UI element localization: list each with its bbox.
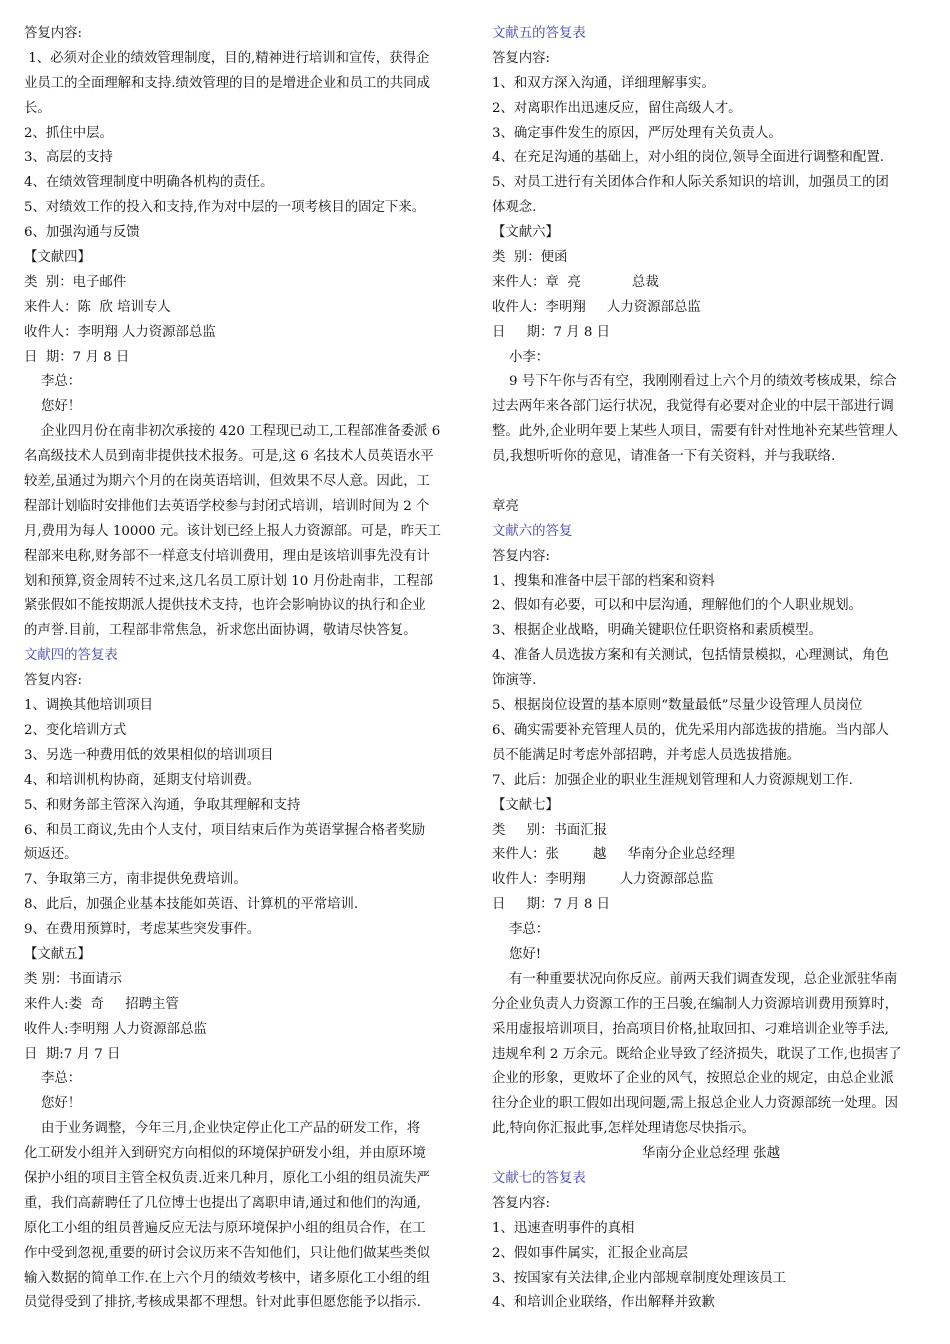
text-line: 李总： [41,374,82,390]
text-line: 4、在绩效管理制度中明确各机构的责任。 [24,175,274,191]
section-heading: 文献七的答复表 [492,1170,586,1186]
text-line: 来件人：张 越 华南分企业总经理 [492,847,735,863]
text-line: 类 别：书面请示 [24,971,122,987]
text-line: 程部来电称,财务部不一样意支付培训费用，理由是该培训事先没有计 [24,548,430,564]
text-line: 【文献五】 [24,946,91,962]
text-line: 收件人:李明翔 人力资源部总监 [24,1021,207,1037]
text-line: 章亮 [492,498,519,514]
text-line: 【文献四】 [24,250,91,266]
text-line: 饰演等. [492,673,537,689]
text-line: 2、对离职作出迅速反应，留住高级人才。 [492,100,742,116]
text-line: 【文献七】 [492,797,559,813]
text-line: 3、按国家有关法律,企业内部规章制度处理该员工 [492,1270,786,1286]
text-line: 华南分企业总经理 张越 [641,1146,781,1162]
text-line: 2、变化培训方式 [24,722,127,738]
right-column [492,22,930,1316]
text-line: 类 别：书面汇报 [492,822,608,838]
text-line: 您好！ [41,1096,82,1112]
text-line: 业员工的全面理解和支持.绩效管理的目的是增进企业和员工的共同成 [24,75,430,91]
text-line: 3、根据企业战略，明确关键职位任职资格和素质模型。 [492,623,822,639]
text-line: 烦返还。 [24,847,78,863]
text-line: 5、和财务部主管深入沟通，争取其理解和支持 [24,797,301,813]
text-line: 作中受到忽视,重要的研讨会议历来不告知他们，只让他们做某些类似 [24,1245,430,1261]
text-line: 来件人：陈 欣 培训专人 [24,299,171,315]
text-line: 4、准备人员选拔方案和有关测试，包括情景模拟，心理测试，角色 [492,648,889,664]
text-line: 日 期：7 月 8 日 [492,324,611,340]
text-line: 3、高层的支持 [24,150,113,166]
text-line: 较差,虽通过为期六个月的在岗英语培训，但效果不尽人意。因此，工 [24,474,430,490]
text-line: 6、确实需要补充管理人员的，优先采用内部选拔的措施。当内部人 [492,722,889,738]
text-line: 违规牟利 2 万余元。既给企业导致了经济损失，耽误了工作,也损害了 [492,1046,902,1062]
text-line: 收件人：李明翔 人力资源部总监 [24,324,216,340]
left-column [24,22,460,1316]
text-line: 答复内容: [492,1195,551,1211]
text-line [492,470,930,495]
text-line: 答复内容: [492,548,551,564]
text-line: 企业四月份在南非初次承接的 420 工程现已动工,工程部准备委派 6 [41,424,441,440]
text-line: 采用虚报培训项目，抬高项目价格,扯取回扣、刁难培训企业等手法, [492,1021,889,1037]
text-line: 1、调换其他培训项目 [24,698,154,714]
text-line: 划和预算,资金周转不过来,这几名员工原计划 10 月份赴南非，工程部 [24,573,434,589]
text-line: 类 别：电子邮件 [24,274,127,290]
text-line: 的声誉.目前，工程部非常焦急，祈求您出面协调，敬请尽快答复。 [24,623,417,639]
text-line: 答复内容: [24,26,83,41]
text-line: 7、争取第三方，南非提供免费培训。 [24,872,247,888]
text-line: 来件人:娄 奇 招聘主管 [24,996,179,1012]
text-line: 3、确定事件发生的原因，严厉处理有关负责人。 [492,125,782,141]
text-line: 7、此后：加强企业的职业生涯规划管理和人力资源规划工作. [492,772,853,788]
text-line: 小李： [509,349,550,365]
text-line: 原化工小组的组员普遍反应无法与原环境保护小组的组员合作，在工 [24,1220,426,1236]
section-heading: 文献四的答复表 [24,648,118,664]
section-heading: 文献六的答复 [492,523,573,539]
text-line: 日 期:7 月 7 日 [24,1046,121,1062]
text-line: 2、假如有必要，可以和中层沟通，理解他们的个人职业规划。 [492,598,863,614]
text-line: 化工研发小组并入到研究方向相似的环境保护研发小组，并由原环境 [24,1146,426,1162]
text-line: 往分企业的职工假如出现问题,需上报总企业人力资源部统一处理。因 [492,1096,898,1112]
text-line: 李总： [509,922,550,938]
text-line: 类 别：便函 [492,250,568,266]
text-line: 月,费用为每人 10000 元。该计划已经上报人力资源部。可是，昨天工 [24,523,441,539]
text-line: 分企业负责人力资源工作的王吕骏,在编制人力资源培训费用预算时， [492,996,898,1012]
text-line: 收件人：李明翔 人力资源部总监 [492,872,714,888]
text-line: 9、在费用预算时，考虑某些突发事件。 [24,922,261,938]
text-line: 5、对员工进行有关团体合作和人际关系知识的培训，加强员工的团 [492,175,889,191]
text-line: 有一种重要状况向你反应。前两天我们调查发现，总企业派驻华南 [509,971,898,987]
text-line: 5、根据岗位设置的基本原则“数量最低”尽量少设管理人员岗位 [492,698,863,714]
text-line: 您好！ [41,399,82,415]
text-line: 企业的形象，更败坏了企业的风气，按照总企业的规定，由总企业派 [492,1071,894,1087]
text-line: 5、对绩效工作的投入和支持,作为对中层的一项考核目的固定下来。 [24,200,426,216]
text-line: 此,特向你汇报此事,怎样处理请您尽快指示。 [492,1121,755,1137]
text-line: 答复内容: [492,50,551,66]
text-line: 紧张假如不能按期派人提供技术支持，也许会影响协议的执行和企业 [24,598,426,614]
text-line: 员,我想听听你的意见，请准备一下有关资料，并与我联络. [492,449,836,465]
text-line: 您好! [509,946,542,962]
text-line: 收件人：李明翔 人力资源部总监 [492,299,701,315]
text-line: 整。此外,企业明年要上某些人项目，需要有针对性地补充某些管理人 [492,424,898,440]
text-line: 程部计划临时安排他们去英语学校参与封闭式培训，培训时间为 2 个 [24,498,430,514]
text-line: 3、另选一种费用低的效果相似的培训项目 [24,747,274,763]
text-line: 体观念. [492,200,537,216]
text-line: 日 期：7 月 8 日 [24,349,130,365]
text-line: 1、迅速查明事件的真相 [492,1220,635,1236]
text-line: 长。 [24,100,51,116]
text-line: 重，我们高薪聘任了几位博士也提出了离职申请,通过和他们的沟通, [24,1195,421,1211]
text-line: 答复内容: [24,673,83,689]
text-line: 【文献六】 [492,225,559,241]
section-heading: 文献五的答复表 [492,26,586,41]
text-line: 输入数据的简单工作.在上六个月的绩效考核中，诸多原化工小组的组 [24,1270,430,1286]
text-line: 员觉得受到了排挤,考核成果都不理想。针对此事但愿您能予以指示. [24,1295,421,1311]
text-line: 日 期：7 月 8 日 [492,897,611,913]
text-line: 1、和双方深入沟通，详细理解事实。 [492,75,715,91]
text-line: 保护小组的项目主管全权负责.近来几种月，原化工小组的组员流失严 [24,1170,430,1186]
text-line: 由于业务调整，今年三月,企业快定停止化工产品的研发工作，将 [41,1121,421,1137]
text-line: 4、和培训机构协商，延期支付培训费。 [24,772,261,788]
text-line: 8、此后，加强企业基本技能如英语、计算机的平常培训. [24,897,359,913]
text-line: 1、搜集和准备中层干部的档案和资料 [492,573,715,589]
text-line: 员不能满足时考虑外部招聘，并考虑人员选拔措施。 [492,747,800,763]
text-line: 名高级技术人员到南非提供技术报务。可是,这 6 名技术人员英语水平 [24,449,434,465]
text-line: 4、在充足沟通的基础上，对小组的岗位,领导全面进行调整和配置. [492,150,884,166]
text-line: 9 号下午你与否有空，我刚刚看过上六个月的绩效考核成果，综合 [509,374,897,390]
text-line: 4、和培训企业联络，作出解释并致歉 [492,1295,715,1311]
text-line: 2、假如事件属实，汇报企业高层 [492,1245,688,1261]
text-line: 6、加强沟通与反馈 [24,225,140,241]
text-line: 1、必须对企业的绩效管理制度，目的,精神进行培训和宣传，获得企 [24,50,430,66]
text-line: 6、和员工商议,先由个人支付，项目结束后作为英语掌握合格者奖励 [24,822,426,838]
text-line: 李总： [41,1071,82,1087]
text-line: 来件人：章 亮 总裁 [492,274,659,290]
text-line: 2、抓住中层。 [24,125,113,141]
text-line: 过去两年来各部门运行状况，我觉得有必要对企业的中层干部进行调 [492,399,894,415]
